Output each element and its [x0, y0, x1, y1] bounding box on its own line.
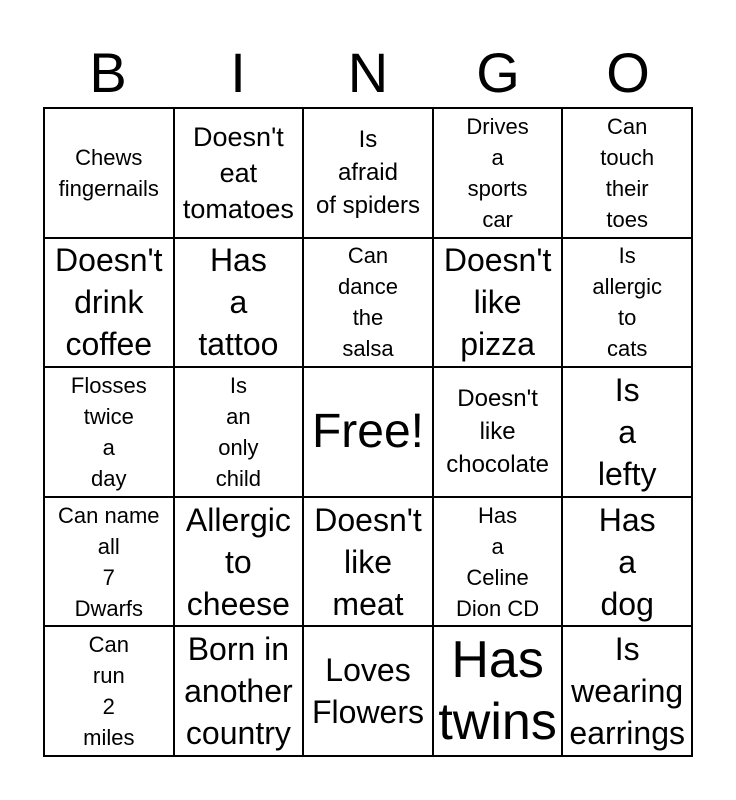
- bingo-cell[interactable]: [562, 367, 692, 497]
- bingo-cell-text: Can dance the salsa: [338, 243, 398, 362]
- bingo-cell[interactable]: [44, 238, 174, 368]
- bingo-cell-text: Has a Celine Dion CD: [456, 502, 540, 621]
- bingo-cell[interactable]: [433, 497, 563, 627]
- bingo-cell[interactable]: [303, 238, 433, 368]
- bingo-cell[interactable]: [174, 497, 304, 627]
- bingo-cell[interactable]: [433, 626, 563, 756]
- header-letter-o: O: [606, 41, 650, 104]
- bingo-cell[interactable]: [433, 238, 563, 368]
- bingo-cell-text: Can name all 7 Dwarfs: [58, 502, 160, 621]
- header-letter-b: B: [89, 41, 127, 104]
- bingo-cell[interactable]: [303, 497, 433, 627]
- bingo-cell-text: Loves Flowers: [311, 652, 424, 731]
- bingo-card-grid: [43, 107, 693, 757]
- header-letter-n: N: [347, 41, 389, 104]
- bingo-cell-text: Can touch their toes: [600, 113, 655, 232]
- bingo-cell-text: Has a tattoo: [198, 242, 279, 363]
- bingo-cell-text: Allergic to cheese: [185, 501, 291, 622]
- bingo-cell[interactable]: [44, 497, 174, 627]
- bingo-cell-text: Doesn't like pizza: [443, 242, 552, 363]
- bingo-cell-text: Is wearing earrings: [569, 631, 685, 752]
- bingo-free-cell[interactable]: [303, 367, 433, 497]
- bingo-cell-text: Is afraid of spiders: [315, 126, 421, 220]
- bingo-cell-text: Flosses twice a day: [70, 373, 147, 491]
- bingo-cell[interactable]: [433, 108, 563, 238]
- bingo-cell-text: Drives a sports car: [466, 113, 529, 232]
- bingo-cell[interactable]: [562, 238, 692, 368]
- bingo-cell-text: Free!: [311, 404, 424, 458]
- bingo-cell[interactable]: [44, 367, 174, 497]
- bingo-cell[interactable]: [44, 108, 174, 238]
- header-letter-g: G: [476, 41, 520, 104]
- bingo-cell[interactable]: [303, 108, 433, 238]
- bingo-cell-text: Can run 2 miles: [83, 632, 135, 751]
- bingo-cell[interactable]: [174, 238, 304, 368]
- header-letter-i: I: [230, 41, 246, 104]
- bingo-cell-text: Doesn't eat tomatoes: [182, 121, 294, 224]
- bingo-cell-text: Has twins: [438, 631, 557, 752]
- bingo-cell-text: Doesn't drink coffee: [55, 242, 163, 363]
- bingo-cell[interactable]: [174, 626, 304, 756]
- bingo-cell[interactable]: [44, 626, 174, 756]
- bingo-cell-text: Is an only child: [215, 373, 262, 491]
- bingo-cell[interactable]: [562, 497, 692, 627]
- bingo-cell[interactable]: [303, 626, 433, 756]
- bingo-cell-text: Is allergic to cats: [592, 243, 663, 362]
- bingo-cell[interactable]: [174, 367, 304, 497]
- bingo-cell[interactable]: [562, 108, 692, 238]
- bingo-cell[interactable]: [562, 626, 692, 756]
- bingo-cell-text: Has a dog: [598, 501, 656, 622]
- bingo-cell[interactable]: [174, 108, 304, 238]
- bingo-cell[interactable]: [433, 367, 563, 497]
- bingo-header: [43, 40, 693, 106]
- bingo-cell-text: Chews fingernails: [58, 144, 159, 201]
- bingo-cell-text: Doesn't like meat: [314, 501, 422, 622]
- bingo-cell-text: Is a lefty: [597, 372, 657, 492]
- bingo-cell-text: Doesn't like chocolate: [446, 385, 549, 479]
- bingo-cell-text: Born in another country: [184, 631, 293, 752]
